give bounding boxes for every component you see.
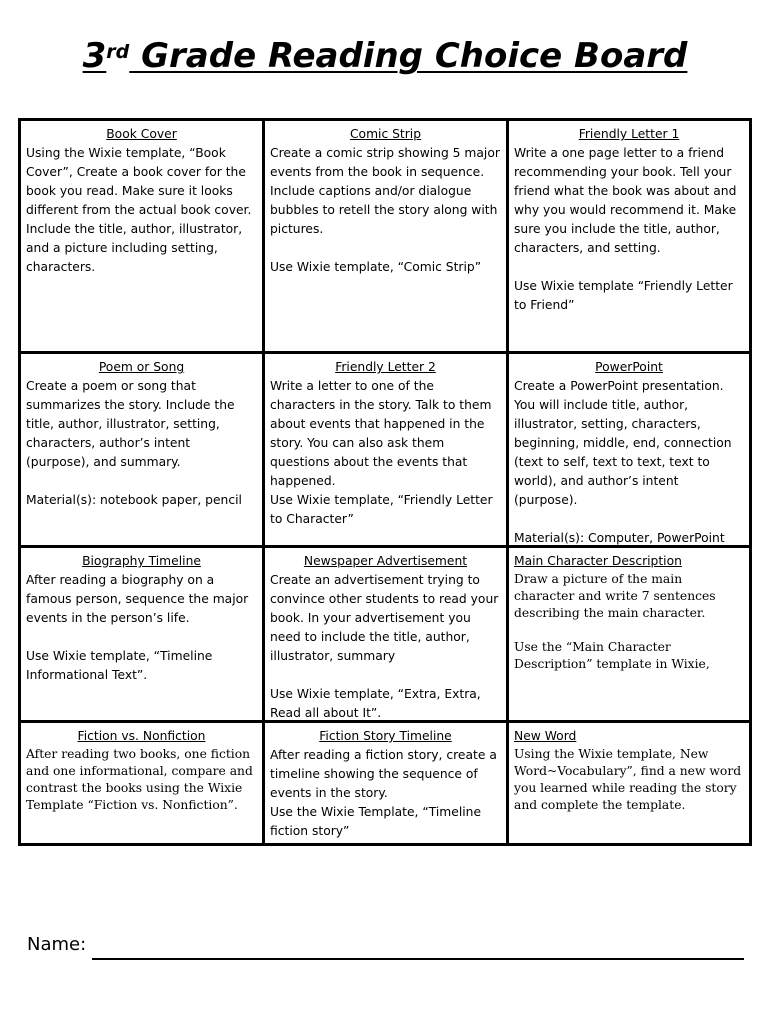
choice-cell-comic-strip: [265, 121, 509, 351]
choice-cell-book-cover: [21, 121, 265, 351]
title-text: Grade Reading Choice Board: [141, 36, 688, 76]
cell-paragraph: Use the “Main Character Description” template in Wixie,: [514, 640, 710, 671]
cell-heading: New Word: [514, 729, 577, 743]
choice-cell-biography-timeline: [21, 548, 265, 720]
choice-cell-poem-or-song: [21, 354, 265, 545]
cell-heading: Friendly Letter 1: [578, 127, 680, 141]
cell-paragraph: Use Wixie template “Friendly Letter to Friend”: [514, 279, 733, 312]
cell-paragraph: Using the Wixie template, “Book Cover”, Create a book cover for the book you read. Make sure it looks different from the actual book cover. Include the title, author, illustrator, and a picture including setting, characters.: [26, 146, 252, 274]
cell-heading: Fiction Story Timeline: [319, 729, 452, 743]
cell-heading: Friendly Letter 2: [335, 360, 436, 374]
board-row: [21, 720, 749, 843]
cell-heading: Book Cover: [106, 127, 177, 141]
choice-cell-newspaper-advertisement: [265, 548, 509, 720]
cell-paragraph: Use Wixie template, “Timeline Informational Text”.: [26, 649, 213, 682]
title-superscript: rd: [106, 41, 130, 63]
title-number: 3: [82, 36, 107, 76]
cell-paragraph: Material(s): notebook paper, pencil: [26, 493, 242, 507]
board-row: [21, 121, 749, 351]
choice-cell-fiction-story-timeline: [265, 723, 509, 843]
name-label: Name:: [27, 934, 87, 955]
cell-paragraph: Create an advertisement trying to convince other students to read your book. In your advertisement you need to include the title, author, illustrator, summary: [270, 573, 499, 663]
choice-cell-main-character-description: [509, 548, 749, 720]
cell-paragraph: Using the Wixie template, New Word~Vocabulary”, find a new word you learned while reading the story and complete the template.: [514, 747, 742, 812]
cell-paragraph: Material(s): Computer, PowerPoint: [514, 531, 725, 545]
cell-paragraph: Use Wixie template, “Friendly Letter to Character”: [270, 493, 493, 526]
cell-paragraph: Create a poem or song that summarizes the story. Include the title, author, illustrator, setting, characters, author’s intent (purpose), and summary.: [26, 379, 235, 469]
cell-paragraph: Draw a picture of the main character and write 7 sentences describing the main character.: [514, 572, 716, 620]
choice-cell-fiction-vs-nonfiction: [21, 723, 265, 843]
cell-heading: Biography Timeline: [82, 554, 201, 568]
choice-cell-friendly-letter-1: [509, 121, 749, 351]
cell-paragraph: Create a comic strip showing 5 major events from the book in sequence. Include captions and/or dialogue bubbles to retell the story along with pictures.: [270, 146, 500, 236]
cell-heading: Fiction vs. Nonfiction: [77, 729, 206, 743]
board-row: [21, 351, 749, 545]
board-row: [21, 545, 749, 720]
cell-paragraph: Write a one page letter to a friend recommending your book. Tell your friend what the book was about and why you would recommend it. Make sure you include the title, author, characters, and setting.: [514, 146, 737, 255]
choice-cell-new-word: [509, 723, 749, 843]
cell-heading: Main Character Description: [514, 554, 682, 568]
cell-heading: PowerPoint: [595, 360, 663, 374]
cell-heading: Comic Strip: [349, 127, 422, 141]
name-field: [27, 930, 744, 960]
cell-paragraph: Use the Wixie Template, “Timeline fiction story”: [270, 805, 482, 838]
name-blank-line[interactable]: [92, 938, 744, 960]
choice-cell-powerpoint: [509, 354, 749, 545]
page-title: [0, 30, 770, 82]
cell-paragraph: Use Wixie template, “Comic Strip”: [270, 260, 482, 274]
cell-paragraph: After reading a fiction story, create a timeline showing the sequence of events in the story.: [270, 748, 497, 800]
cell-paragraph: After reading two books, one fiction and one informational, compare and contrast the books using the Wixie Template “Fiction vs. Nonfiction”.: [26, 747, 253, 812]
cell-heading: Poem or Song: [98, 360, 185, 374]
cell-paragraph: Create a PowerPoint presentation. You will include title, author, illustrator, setting, characters, beginning, middle, end, connection (text to self, text to text, text to world), and author’s intent (purpose).: [514, 379, 732, 507]
choice-cell-friendly-letter-2: [265, 354, 509, 545]
cell-paragraph: Use Wixie template, “Extra, Extra, Read all about It”.: [270, 687, 481, 720]
cell-paragraph: Write a letter to one of the characters in the story. Talk to them about events that happened in the story. You can also ask them questions about the events that happened.: [270, 379, 492, 488]
cell-heading: Newspaper Advertisement: [303, 554, 468, 568]
choice-board: [18, 118, 752, 846]
cell-paragraph: After reading a biography on a famous person, sequence the major events in the person’s life.: [26, 573, 249, 625]
